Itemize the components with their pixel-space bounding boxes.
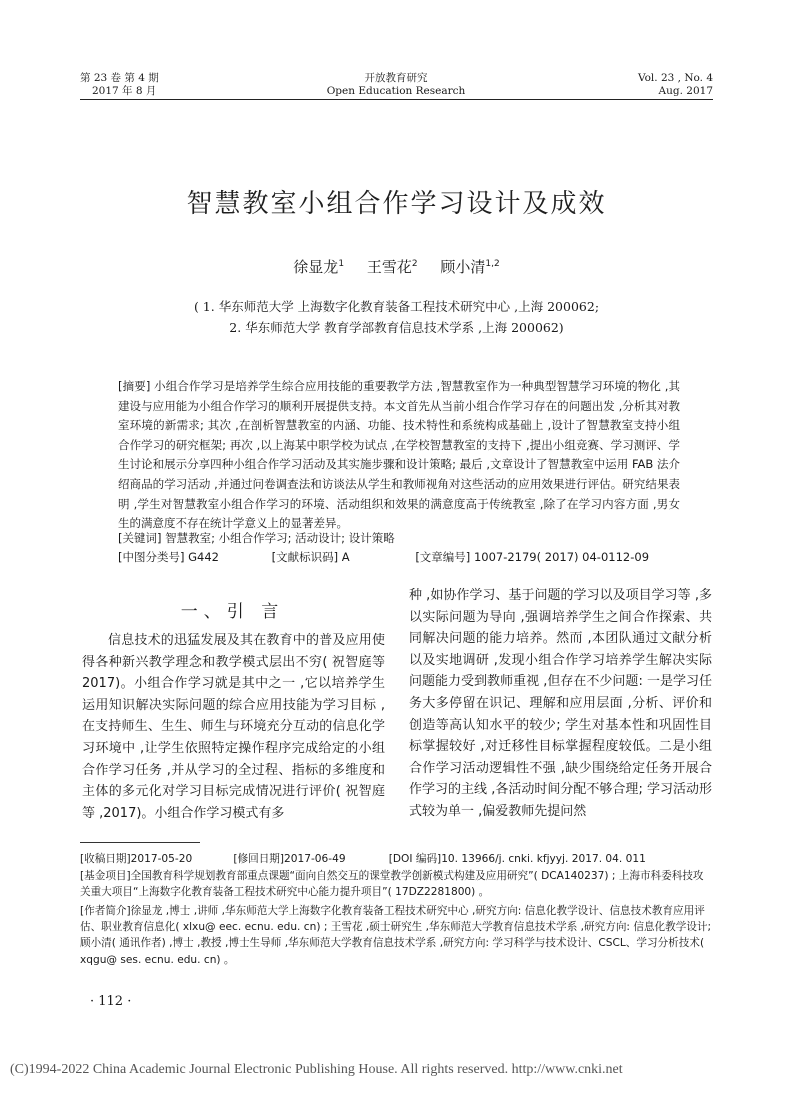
author-list [80, 256, 713, 277]
volume-issue-en: Vol. 23 , No. 4 [637, 72, 713, 84]
running-header-left [80, 72, 220, 98]
footnote-author-info: [作者简介]徐显龙 ,博士 ,讲师 ,华东师范大学上海数字化教育装备工程技术研究中心 ,研究方向: 信息化教学设计、信息技术教育应用评估、职业教育信息化( xlxu@ eec. ecnu. edu. cn) ; 王雪花 ,硕士研究生 ,华东师范大学教育信息技术学系 ,研究方向: 信息化教学设计; 顾小清( 通讯作者) ,博士 ,教授 ,博士生导师 ,华东师范大学教育信息技术学系 ,研究方向: 学习科学与技术设计、CSCL、学习分析技术( xqgu@ ses. ecnu. edu. cn) 。 [80, 905, 712, 966]
doi-code: [DOI 编码]10. 13966/j. cnki. kfjyyj. 2017. 04. 011 [388, 853, 646, 865]
affiliation-1: ( 1. 华东师范大学 上海数字化教育装备工程技术研究中心 ,上海 200062; [193, 299, 600, 314]
author: 顾小清$^{1,2}$ [440, 258, 500, 276]
date-cn: 2017 年 8 月 [92, 85, 157, 97]
body-column-right: 种 ,如协作学习、基于问题的学习以及项目学习等 ,多以实际问题为导向 ,强调培养学生之间合作探索、共同解决问题的能力培养。然而 ,本团队通过文献分析以及实地调研 ,发现小组合作学习培养学生解决实际问题能力受到教师重视 ,但存在不少问题: 一是学习任务大多停留在识记、理解和应用层面 ,分析、评价和创造等高认知水平的较少; 学生对基本性和巩固性目标掌握较好 ,对迁移性目标掌握程度较低。二是小组合作学习活动逻辑性不强 ,缺少围绕给定任务开展合作学习的主线 ,各活动时间分配不够合理; 学习活动形式较为单一 ,偏爱教师先提问然 [409, 588, 712, 819]
article-number: [文章编号] 1007-2179( 2017) 04-0112-09 [415, 550, 650, 564]
author: 徐显龙$^1$ [293, 258, 345, 276]
journal-name-cn: 开放教育研究 [364, 72, 428, 84]
page-number: · 112 · [90, 994, 132, 1009]
abstract: [摘要] 小组合作学习是培养学生综合应用技能的重要教学方法 ,智慧教室作为一种典型智慧学习环境的物化 ,其建设与应用能为小组合作学习的顺利开展提供支持。本文首先从当前小组合作学习存在的问题出发 ,分析其对教室环境的新需求; 其次 ,在剖析智慧教室的内涵、功能、技术特性和系统构成基础上 ,设计了智慧教室支持小组合作学习的研究框架; 再次 ,以上海某中职学校为试点 ,在学校智慧教室的支持下 ,提出小组竞赛、学习测评、学生讨论和展示分享四种小组合作学习活动及其实施步骤和设计策略; 最后 ,文章设计了智慧教室中运用 FAB 法介绍商品的学习活动 ,并通过问卷调查法和访谈法从学生和教师视角对这些活动的应用效果进行评估。研究结果表明 ,学生对智慧教室小组合作学习的环境、活动组织和效果的满意度高于传统教室 ,除了在学习内容方面 ,男女生的满意度不存在统计学意义上的显著差异。 [118, 379, 680, 531]
running-header-right [560, 72, 713, 98]
journal-name-en: Open Education Research [326, 85, 466, 97]
running-header-center [296, 72, 496, 98]
keywords: [关键词] 智慧教室; 小组合作学习; 活动设计; 设计策略 [118, 531, 395, 545]
footnote-rule [80, 842, 200, 843]
footnote-dates [80, 851, 713, 867]
header-rule [80, 99, 713, 100]
footnote-fund: [基金项目]全国教育科学规划教育部重点课题“面向自然交互的课堂教学创新模式构建及应用研究”( DCA140237) ; 上海市科委科技攻关重大项目“上海数字化教育装备工程技术研究中心能力提升项目”( 17DZ2281800) 。 [80, 870, 704, 899]
received-date: [收稿日期]2017-05-20 [80, 853, 193, 865]
copyright-notice: (C)1994-2022 China Academic Journal Electronic Publishing House. All rights reserved. http://www.cnki.net [10, 1062, 623, 1077]
volume-issue-cn: 第 23 卷 第 4 期 [80, 72, 159, 84]
clc-number: [中图分类号] G442 [118, 550, 219, 564]
section-heading: 一、引 言 [180, 602, 285, 622]
article-title: 智慧教室小组合作学习设计及成效 [186, 189, 607, 219]
author: 王雪花$^2$ [366, 258, 418, 276]
revised-date: [修回日期]2017-06-49 [233, 853, 346, 865]
body-column-left: 信息技术的迅猛发展及其在教育中的普及应用使得各种新兴教学理念和教学模式层出不穷( 祝智庭等 2017)。小组合作学习就是其中之一 ,它以培养学生运用知识解决实际问题的综合应用技能为学习目标 ,在支持师生、生生、师生与环境充分互动的信息化学习环境中 ,让学生依照特定操作程序完成给定的小组合作学习任务 ,并从学习的全过程、指标的多维度和主体的多元化对学习目标完成情况进行评价( 祝智庭等 ,2017)。小组合作学习模式有多 [82, 633, 385, 821]
classification-line [118, 549, 680, 565]
affiliation-2: 2. 华东师范大学 教育学部教育信息技术学系 ,上海 200062) [229, 320, 564, 335]
document-code: [文献标识码] A [271, 550, 350, 564]
date-en: Aug. 2017 [658, 85, 713, 97]
